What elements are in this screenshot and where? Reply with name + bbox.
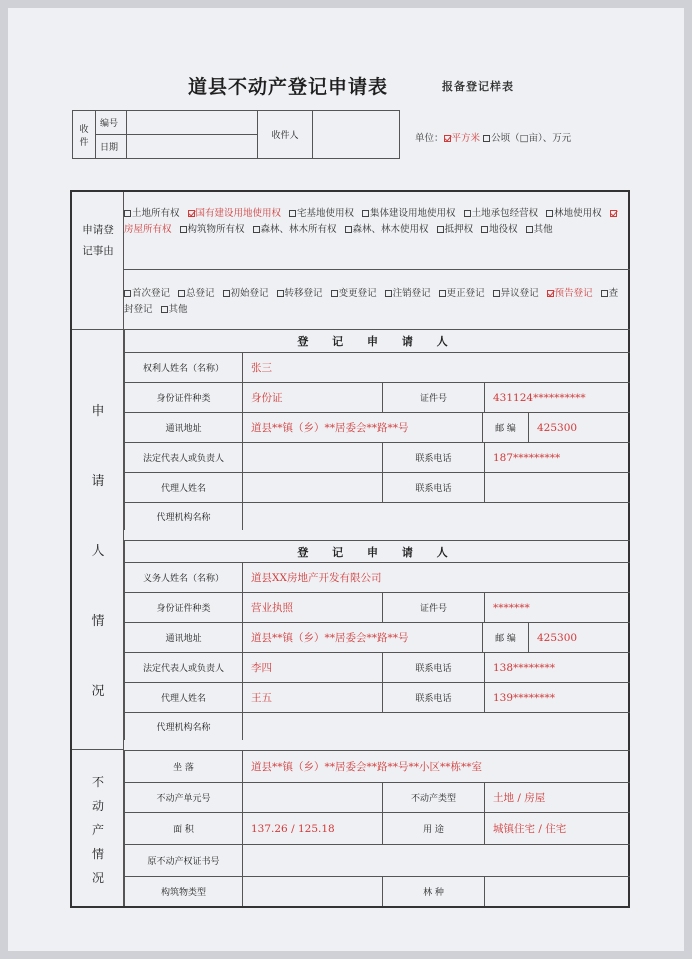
- section2-phone-value[interactable]: 138********: [484, 652, 630, 682]
- section2-header: 登 记 申 请 人: [124, 540, 630, 562]
- property-type-value[interactable]: 土地 / 房屋: [484, 782, 630, 812]
- reg_types-checkbox[interactable]: [385, 290, 392, 297]
- right_types-checkbox[interactable]: [124, 210, 131, 217]
- receiver-field[interactable]: [313, 111, 400, 159]
- section2-id-type-value[interactable]: 营业执照: [242, 592, 382, 622]
- receipt-table: [72, 110, 400, 159]
- reg_types-label: 查封登记: [124, 288, 619, 315]
- unit-hectare-checkbox[interactable]: [483, 135, 490, 142]
- section2-agency-value[interactable]: [242, 712, 630, 740]
- section2-agency-label: 代理机构名称: [124, 712, 242, 740]
- right_types-checkbox[interactable]: [437, 226, 444, 233]
- right_types-option[interactable]: [124, 208, 180, 219]
- section1-zip-label: 邮 编: [482, 412, 528, 442]
- right_types-option[interactable]: [464, 208, 539, 219]
- section1-header: 登 记 申 请 人: [124, 330, 630, 352]
- right_types-checkbox[interactable]: [546, 210, 553, 217]
- reg_types-option[interactable]: [331, 288, 377, 299]
- receipt-side-label: 收件: [73, 111, 96, 159]
- right_types-checkbox[interactable]: [188, 210, 195, 217]
- reg_types-option[interactable]: [385, 288, 431, 299]
- reg_types-checkbox[interactable]: [124, 290, 131, 297]
- section1-agency-value[interactable]: [242, 502, 630, 530]
- section1-phone-label: 联系电话: [382, 442, 484, 472]
- reg_types-checkbox[interactable]: [331, 290, 338, 297]
- right_types-label: 土地承包经营权: [471, 208, 539, 219]
- right_types-label: 森林、林木所有权: [260, 224, 337, 235]
- right_types-option[interactable]: [362, 208, 456, 219]
- section2-legal-rep-label: 法定代表人或负责人: [124, 652, 242, 682]
- section1-id-no-value[interactable]: 431124**********: [484, 382, 630, 412]
- right_types-label: 林地使用权: [554, 208, 602, 219]
- reg_types-label: 初始登记: [230, 288, 269, 299]
- location-label: 坐 落: [124, 750, 242, 782]
- area-value[interactable]: 137.26 / 125.18: [242, 812, 382, 844]
- right_types-label: 宅基地使用权: [297, 208, 355, 219]
- right-type-options: [124, 206, 624, 238]
- right_types-label: 土地所有权: [132, 208, 180, 219]
- section1-legal-rep-label: 法定代表人或负责人: [124, 442, 242, 472]
- section2-zip-value[interactable]: 425300: [528, 622, 630, 652]
- right_types-label: 其他: [533, 224, 553, 235]
- orig-cert-value[interactable]: [242, 844, 630, 876]
- section2-id-no-value[interactable]: *******: [484, 592, 630, 622]
- section2-zip-label: 邮 编: [482, 622, 528, 652]
- reg_types-label: 更正登记: [446, 288, 485, 299]
- right_types-option[interactable]: [180, 224, 245, 235]
- right_types-label: 地役权: [489, 224, 518, 235]
- right_types-checkbox[interactable]: [526, 226, 533, 233]
- right_types-option[interactable]: [253, 224, 337, 235]
- section2-address-value[interactable]: 道县**镇（乡）**居委会**路**号: [242, 622, 482, 652]
- unit-no-label: 不动产单元号: [124, 782, 242, 812]
- reg_types-label: 首次登记: [132, 288, 171, 299]
- reg_types-label: 变更登记: [338, 288, 377, 299]
- structure-label: 构筑物类型: [124, 876, 242, 906]
- right_types-option[interactable]: [526, 224, 553, 235]
- property-type-label: 不动产类型: [382, 782, 484, 812]
- right_types-option[interactable]: [437, 224, 474, 235]
- section2-holder-value[interactable]: 道县XX房地产开发有限公司: [242, 562, 630, 592]
- orig-cert-label: 原不动产权证书号: [124, 844, 242, 876]
- reg_types-label: 异议登记: [500, 288, 539, 299]
- right_types-checkbox[interactable]: [481, 226, 488, 233]
- section2-phone-label: 联系电话: [382, 652, 484, 682]
- applicant-side-label: 申 请 人 情 况: [91, 404, 105, 699]
- section1-agent-label: 代理人姓名: [124, 472, 242, 502]
- reg_types-checkbox[interactable]: [161, 306, 168, 313]
- section1-address-value[interactable]: 道县**镇（乡）**居委会**路**号: [242, 412, 482, 442]
- right_types-label: 房屋所有权: [124, 224, 172, 235]
- reg_types-option[interactable]: [161, 304, 188, 315]
- form-subtitle: 报备登记样表: [442, 80, 514, 93]
- right_types-checkbox[interactable]: [345, 226, 352, 233]
- forest-value[interactable]: [484, 876, 630, 906]
- unit-sqm-label: 平方米: [451, 133, 481, 144]
- reg_types-option[interactable]: [223, 288, 269, 299]
- section1-id-no-label: 证件号: [382, 382, 484, 412]
- reg_types-label: 预告登记: [554, 288, 593, 299]
- right_types-label: 构筑物所有权: [187, 224, 245, 235]
- unit-line: [415, 130, 571, 144]
- receipt-date-field[interactable]: [127, 135, 258, 159]
- right_types-label: 森林、林木使用权: [352, 224, 429, 235]
- reason-label: 申请登记事由: [82, 224, 114, 257]
- receipt-date-label: 日期: [96, 135, 127, 159]
- section2-phone2-label: 联系电话: [382, 682, 484, 712]
- reg_types-checkbox[interactable]: [178, 290, 185, 297]
- reg_types-checkbox[interactable]: [547, 290, 554, 297]
- right_types-option[interactable]: [188, 208, 282, 219]
- registration-type-options: [124, 286, 624, 318]
- unit-label: 单位：: [415, 133, 444, 144]
- right_types-checkbox[interactable]: [610, 210, 617, 217]
- section1-phone-value[interactable]: 187*********: [484, 442, 630, 472]
- unit-hectare-label: 公顷: [491, 133, 511, 144]
- section2-legal-rep-value[interactable]: 李四: [242, 652, 382, 682]
- structure-value[interactable]: [242, 876, 382, 906]
- reg_types-option[interactable]: [124, 288, 170, 299]
- section2-phone2-value[interactable]: 139********: [484, 682, 630, 712]
- unit-mu-label: （□亩）、万元: [510, 133, 572, 144]
- right_types-label: 抵押权: [444, 224, 474, 235]
- right_types-checkbox[interactable]: [464, 210, 471, 217]
- section1-id-type-value[interactable]: 身份证: [242, 382, 382, 412]
- reg_types-checkbox[interactable]: [493, 290, 500, 297]
- form-title: 道县不动产登记申请表: [188, 76, 389, 98]
- section2-id-no-label: 证件号: [382, 592, 484, 622]
- unit-sqm-checkbox[interactable]: [444, 135, 451, 142]
- section2-agent-label: 代理人姓名: [124, 682, 242, 712]
- application-table: [70, 190, 630, 908]
- right_types-option[interactable]: [289, 208, 354, 219]
- receipt-number-field[interactable]: [127, 111, 258, 135]
- right_types-label: 集体建设用地使用权: [370, 208, 456, 219]
- section1-address-label: 通讯地址: [124, 412, 242, 442]
- use-value[interactable]: 城镇住宅 / 住宅: [484, 812, 630, 844]
- section1-holder-value[interactable]: 张三: [242, 352, 630, 382]
- unit-no-value[interactable]: [242, 782, 382, 812]
- area-label: 面 积: [124, 812, 242, 844]
- property-side-label: 不 动 产 情 况: [91, 775, 104, 885]
- reg_types-option[interactable]: [547, 288, 593, 299]
- reg_types-option[interactable]: [439, 288, 485, 299]
- section2-address-label: 通讯地址: [124, 622, 242, 652]
- section1-agent-value[interactable]: [242, 472, 382, 502]
- right_types-option[interactable]: [481, 224, 518, 235]
- section1-agency-label: 代理机构名称: [124, 502, 242, 530]
- right_types-checkbox[interactable]: [362, 210, 369, 217]
- reg_types-option[interactable]: [178, 288, 215, 299]
- reg_types-option[interactable]: [493, 288, 539, 299]
- right_types-option[interactable]: [345, 224, 429, 235]
- section1-id-type-label: 身份证件种类: [124, 382, 242, 412]
- right_types-checkbox[interactable]: [253, 226, 260, 233]
- reg_types-checkbox[interactable]: [601, 290, 608, 297]
- section1-phone2-label: 联系电话: [382, 472, 484, 502]
- reg_types-checkbox[interactable]: [223, 290, 230, 297]
- right_types-option[interactable]: [546, 208, 602, 219]
- section1-legal-rep-value[interactable]: [242, 442, 382, 472]
- right_types-label: 国有建设用地使用权: [195, 208, 282, 219]
- section1-zip-value[interactable]: 425300: [528, 412, 630, 442]
- section2-agent-value[interactable]: 王五: [242, 682, 382, 712]
- receiver-label: 收件人: [258, 111, 313, 159]
- section1-phone2-value[interactable]: [484, 472, 630, 502]
- location-value[interactable]: 道县**镇（乡）**居委会**路**号**小区**栋**室: [242, 750, 630, 782]
- reg_types-label: 注销登记: [392, 288, 431, 299]
- reg_types-checkbox[interactable]: [277, 290, 284, 297]
- right_types-checkbox[interactable]: [180, 226, 187, 233]
- reg_types-label: 其他: [168, 304, 188, 315]
- reg_types-label: 转移登记: [284, 288, 323, 299]
- forest-label: 林 种: [382, 876, 484, 906]
- section1-holder-label: 权利人姓名（名称）: [124, 352, 242, 382]
- reg_types-label: 总登记: [186, 288, 215, 299]
- reg_types-checkbox[interactable]: [439, 290, 446, 297]
- reg_types-option[interactable]: [277, 288, 323, 299]
- section2-holder-label: 义务人姓名（名称）: [124, 562, 242, 592]
- section2-id-type-label: 身份证件种类: [124, 592, 242, 622]
- receipt-number-label: 编号: [96, 111, 127, 135]
- right_types-checkbox[interactable]: [289, 210, 296, 217]
- use-label: 用 途: [382, 812, 484, 844]
